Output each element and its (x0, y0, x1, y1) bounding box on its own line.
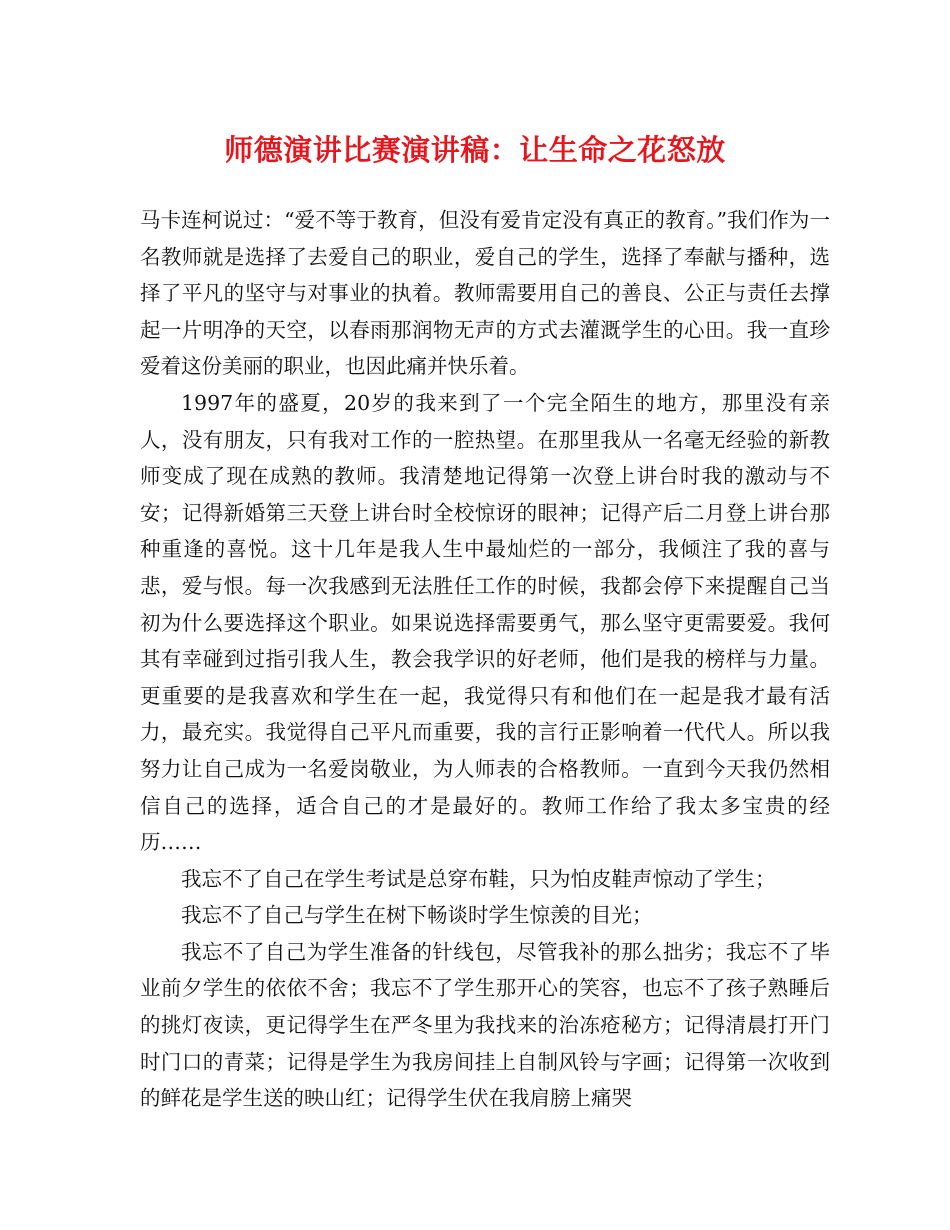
paragraph-1: 马卡连柯说过：“爱不等于教育，但没有爱肯定没有真正的教育。”我们作为一名教师就是选择了去爱自己的职业，爱自己的学生，选择了奉献与播种，选择了平凡的坚守与对事业的执着。教师需要用自己的善良、公正与责任去撑起一片明净的天空，以春雨那润物无声的方式去灌溉学生的心田。我一直珍爱着这份美丽的职业，也因此痛并快乐着。 (140, 208, 830, 379)
paragraph-4: 我忘不了自己与学生在树下畅谈时学生惊羡的目光； (181, 903, 653, 928)
paragraph-5: 我忘不了自己为学生准备的针线包，尽管我补的那么拙劣；我忘不了毕业前夕学生的依依不舍；我忘不了学生那开心的笑容，也忘不了孩子熟睡后的挑灯夜读，更记得学生在严冬里为我找来的治冻疮秘方；记得清晨打开门时门口的青菜；记得是学生为我房间挂上自制风铃与字画；记得第一次收到的鲜花是学生送的映山红；记得学生伏在我肩膀上痛哭 (140, 939, 830, 1111)
paragraph-3: 我忘不了自己在学生考试是总穿布鞋，只为怕皮鞋声惊动了学生； (181, 866, 776, 891)
document-body (140, 202, 830, 1117)
document-title: 师德演讲比赛演讲稿：让生命之花怒放 (224, 133, 726, 167)
paragraph-2: 1997年的盛夏，20岁的我来到了一个完全陌生的地方，那里没有亲人，没有朋友，只有我对工作的一腔热望。在那里我从一名毫无经验的新教师变成了现在成熟的教师。我清楚地记得第一次登上讲台时我的激动与不安；记得新婚第三天登上讲台时全校惊讶的眼神；记得产后二月登上讲台那种重逢的喜悦。这十几年是我人生中最灿烂的一部分，我倾注了我的喜与悲，爱与恨。每一次我感到无法胜任工作的时候，我都会停下来提醒自己当初为什么要选择这个职业。如果说选择需要勇气，那么坚守更需要爱。我何其有幸碰到过指引我人生，教会我学识的好老师，他们是我的榜样与力量。更重要的是我喜欢和学生在一起，我觉得只有和他们在一起是我才最有活力，最充实。我觉得自己平凡而重要，我的言行正影响着一代代人。所以我努力让自己成为一名爱岗敬业，为人师表的合格教师。一直到今天我仍然相信自己的选择，适合自己的才是最好的。教师工作给了我太多宝贵的经历…… (140, 390, 830, 855)
